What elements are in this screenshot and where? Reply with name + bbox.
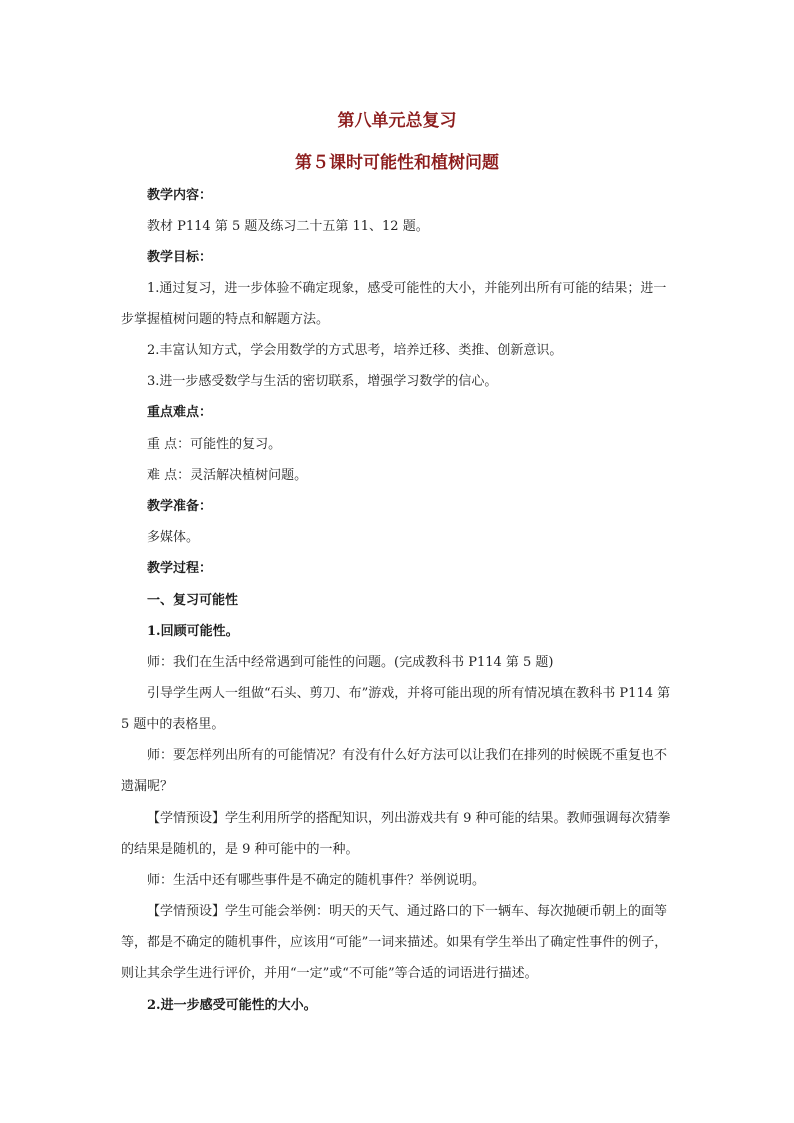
process-heading: 教学过程： [147,561,213,576]
section-heading-1: 一、复习可能性 [147,593,239,608]
document-title: 第八单元总复习 [337,111,457,131]
paragraph-5: 师：生活中还有哪些事件是不确定的随机事件？举例说明。 [147,873,486,888]
paragraph-3: 师：要怎样列出所有的可能情况？有没有什么好方法可以让我们在排列的时候既不重复也不遗漏呢？ [121,748,668,794]
paragraph-2: 引导学生两人一组做“石头、剪刀、布”游戏，并将可能出现的所有情况填在教科书 P114 第 5 题中的表格里。 [121,686,671,732]
goal-3: 3.进一步感受数学与生活的密切联系，增强学习数学的信心。 [147,374,498,389]
paragraph-1: 师：我们在生活中经常遇到可能性的问题。(完成教科书 P114 第 5 题) [147,655,554,670]
document-subtitle: 第５课时可能性和植树问题 [295,153,499,173]
goals-heading: 教学目标： [147,250,213,265]
prep-text: 多媒体。 [147,530,200,545]
prep-heading: 教学准备： [147,499,213,514]
paragraph-4: 【学情预设】学生利用所学的搭配知识，列出游戏共有 9 种可能的结果。教师强调每次猜拳的结果是随机的，是 9 种可能中的一种。 [121,811,671,857]
key-heading: 重点难点： [147,405,213,420]
paragraph-6: 【学情预设】学生可能会举例：明天的天气、通过路口的下一辆车、每次抛硬币朝上的面等等，都是不确定的随机事件，应该用“可能”一词来描述。如果有学生举出了确定性事件的例子，则让其余学生进行评价，并用“一定”或“不可能”等合适的词语进行描述。 [121,904,668,981]
sub-heading-1: 1.回顾可能性。 [147,624,239,639]
sub-heading-2: 2.进一步感受可能性的大小。 [147,998,317,1013]
content-heading: 教学内容： [147,188,213,203]
content-text: 教材 P114 第 5 题及练习二十五第 11、12 题。 [147,219,429,234]
goal-2: 2.丰富认知方式，学会用数学的方式思考，培养迁移、类推、创新意识。 [147,343,563,358]
goal-1: 1.通过复习，进一步体验不确定现象，感受可能性的大小，并能列出所有可能的结果；进一步掌握植树问题的特点和解题方法。 [121,281,667,327]
difficult-point: 难 点：灵活解决植树问题。 [147,468,308,483]
key-point: 重 点：可能性的复习。 [147,437,282,452]
